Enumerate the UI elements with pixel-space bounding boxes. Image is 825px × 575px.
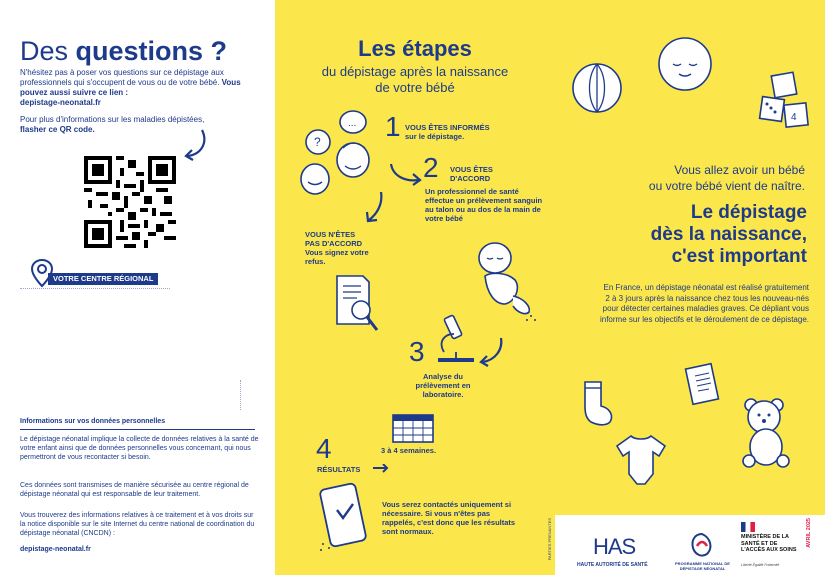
data-paragraph: Vous trouverez des informations relatives à ce traitement et à vos droits sur la notice disponible sur le site Internet du centre national de coordination du dépistage néonatal (CNCDN) : <box>20 512 255 537</box>
middle-panel <box>275 0 555 575</box>
partners-label: PARTIES PRENANTES <box>547 518 552 561</box>
step-number: 4 <box>316 433 332 464</box>
ministry-name: MINISTÈRE DE LA SANTÉ ET DE L'ACCÈS AUX SOINS <box>741 534 797 553</box>
flag-icon <box>741 522 755 532</box>
baby-face-icon <box>655 34 715 92</box>
step-number: 2 <box>423 152 439 183</box>
intro-body: En France, un dépistage néonatal est réalisé gratuitement 2 à 3 jours après la naissance chez tous les nouveau-nés pour détecter certaines maladies graves. Ce dépliant vous informe sur les objectifs et le déroulement de ce dépistage. <box>599 283 809 324</box>
family-faces-illustration <box>293 104 393 200</box>
regional-center-badge: VOTRE CENTRE RÉGIONAL <box>48 273 158 285</box>
has-caption: HAUTE AUTORITÉ DE SANTÉ <box>577 562 648 568</box>
questions-title: Des questions ? <box>20 36 228 66</box>
qr-instructions: Pour plus d'informations sur les maladies dépistées, flasher ce QR code. <box>20 115 205 134</box>
step3-text: Analyse du prélèvement en laboratoire. <box>415 372 471 399</box>
step1-text: VOUS ÊTES INFORMÉS sur le dépistage. <box>405 123 490 141</box>
programme-logo-icon <box>687 530 717 560</box>
has-logo: HAS <box>593 534 636 559</box>
rattle-ball-icon <box>569 60 625 116</box>
edition-date: AVRIL 2025 <box>806 518 812 548</box>
refusal-text: VOUS N'ÊTES PAS D'ACCORD Vous signez votre refus. <box>305 230 369 266</box>
divider <box>20 288 170 289</box>
step4-text: Vous serez contactés uniquement si nécessaire. Si vous n'êtes pas rappelés, c'est donc que les résultats sont normaux. <box>382 500 516 536</box>
svg-text:...: ... <box>348 118 357 129</box>
fold-mark <box>240 380 242 410</box>
baby-illustration <box>465 236 545 322</box>
baby-bodysuit-icon <box>611 430 671 490</box>
divider <box>20 429 255 430</box>
results-label: RÉSULTATS <box>317 465 361 474</box>
step2-text: Un professionnel de santé effectue un prélèvement sanguin au talon ou au dos de la main de votre bébé <box>425 187 543 223</box>
site-link[interactable]: depistage-neonatal.fr <box>20 98 101 107</box>
step2-heading: VOUS ÊTES D'ACCORD <box>450 165 493 183</box>
arrow-icon <box>180 128 210 162</box>
steps-title: Les étapes <box>358 36 472 61</box>
step-number: 3 <box>409 336 425 367</box>
data-section-title: Informations sur vos données personnelles <box>20 418 166 425</box>
questions-intro: N'hésitez pas à poser vos questions sur ce dépistage aux professionnels qui s'occupent de vous ou de votre bébé. Vous pouvez aussi suivre ce lien : depistage-neonatal.fr <box>20 68 241 107</box>
data-paragraph: Ces données sont transmises de manière sécurisée au centre régional de dépistage néonatal qui est responsable de leur traitement. <box>20 482 249 498</box>
toy-blocks-icon <box>745 70 815 140</box>
data-paragraph: Le dépistage néonatal implique la collecte de données relatives à la santé de votre enfant ainsi que de données personnelles vous concernant, qui nous permettront de vous recontacter si besoin. <box>20 436 259 461</box>
svg-text:4: 4 <box>791 112 797 123</box>
arrow-icon <box>475 336 507 368</box>
svg-text:?: ? <box>314 135 321 149</box>
data-link[interactable]: depistage-neonatal.fr <box>20 546 91 553</box>
intro-text: Vous allez avoir un bébé ou votre bébé vient de naître. <box>648 163 805 193</box>
notepad-icon <box>683 362 723 410</box>
main-title: Le dépistage dès la naissance, c'est important <box>650 202 807 267</box>
steps-subtitle: du dépistage après la naissance de votre bébé <box>321 64 509 95</box>
programme-caption: PROGRAMME NATIONAL DE DÉPISTAGE NÉONATAL <box>675 561 730 571</box>
left-panel <box>0 0 275 575</box>
step-number: 1 <box>385 111 401 142</box>
arrow-icon <box>387 160 427 188</box>
teddy-bear-icon <box>735 395 799 469</box>
delay-text: 3 à 4 semaines. <box>381 446 437 455</box>
document-magnifier-icon <box>333 272 383 338</box>
arrow-icon <box>361 190 389 226</box>
calendar-icon <box>391 410 435 444</box>
sock-icon <box>575 378 619 428</box>
microscope-icon <box>430 312 480 366</box>
ministry-motto: Liberté Égalité Fraternité <box>741 563 780 567</box>
arrow-icon <box>369 464 391 486</box>
qr-code[interactable] <box>84 156 176 248</box>
phone-icon <box>317 480 373 552</box>
right-panel <box>547 0 825 575</box>
